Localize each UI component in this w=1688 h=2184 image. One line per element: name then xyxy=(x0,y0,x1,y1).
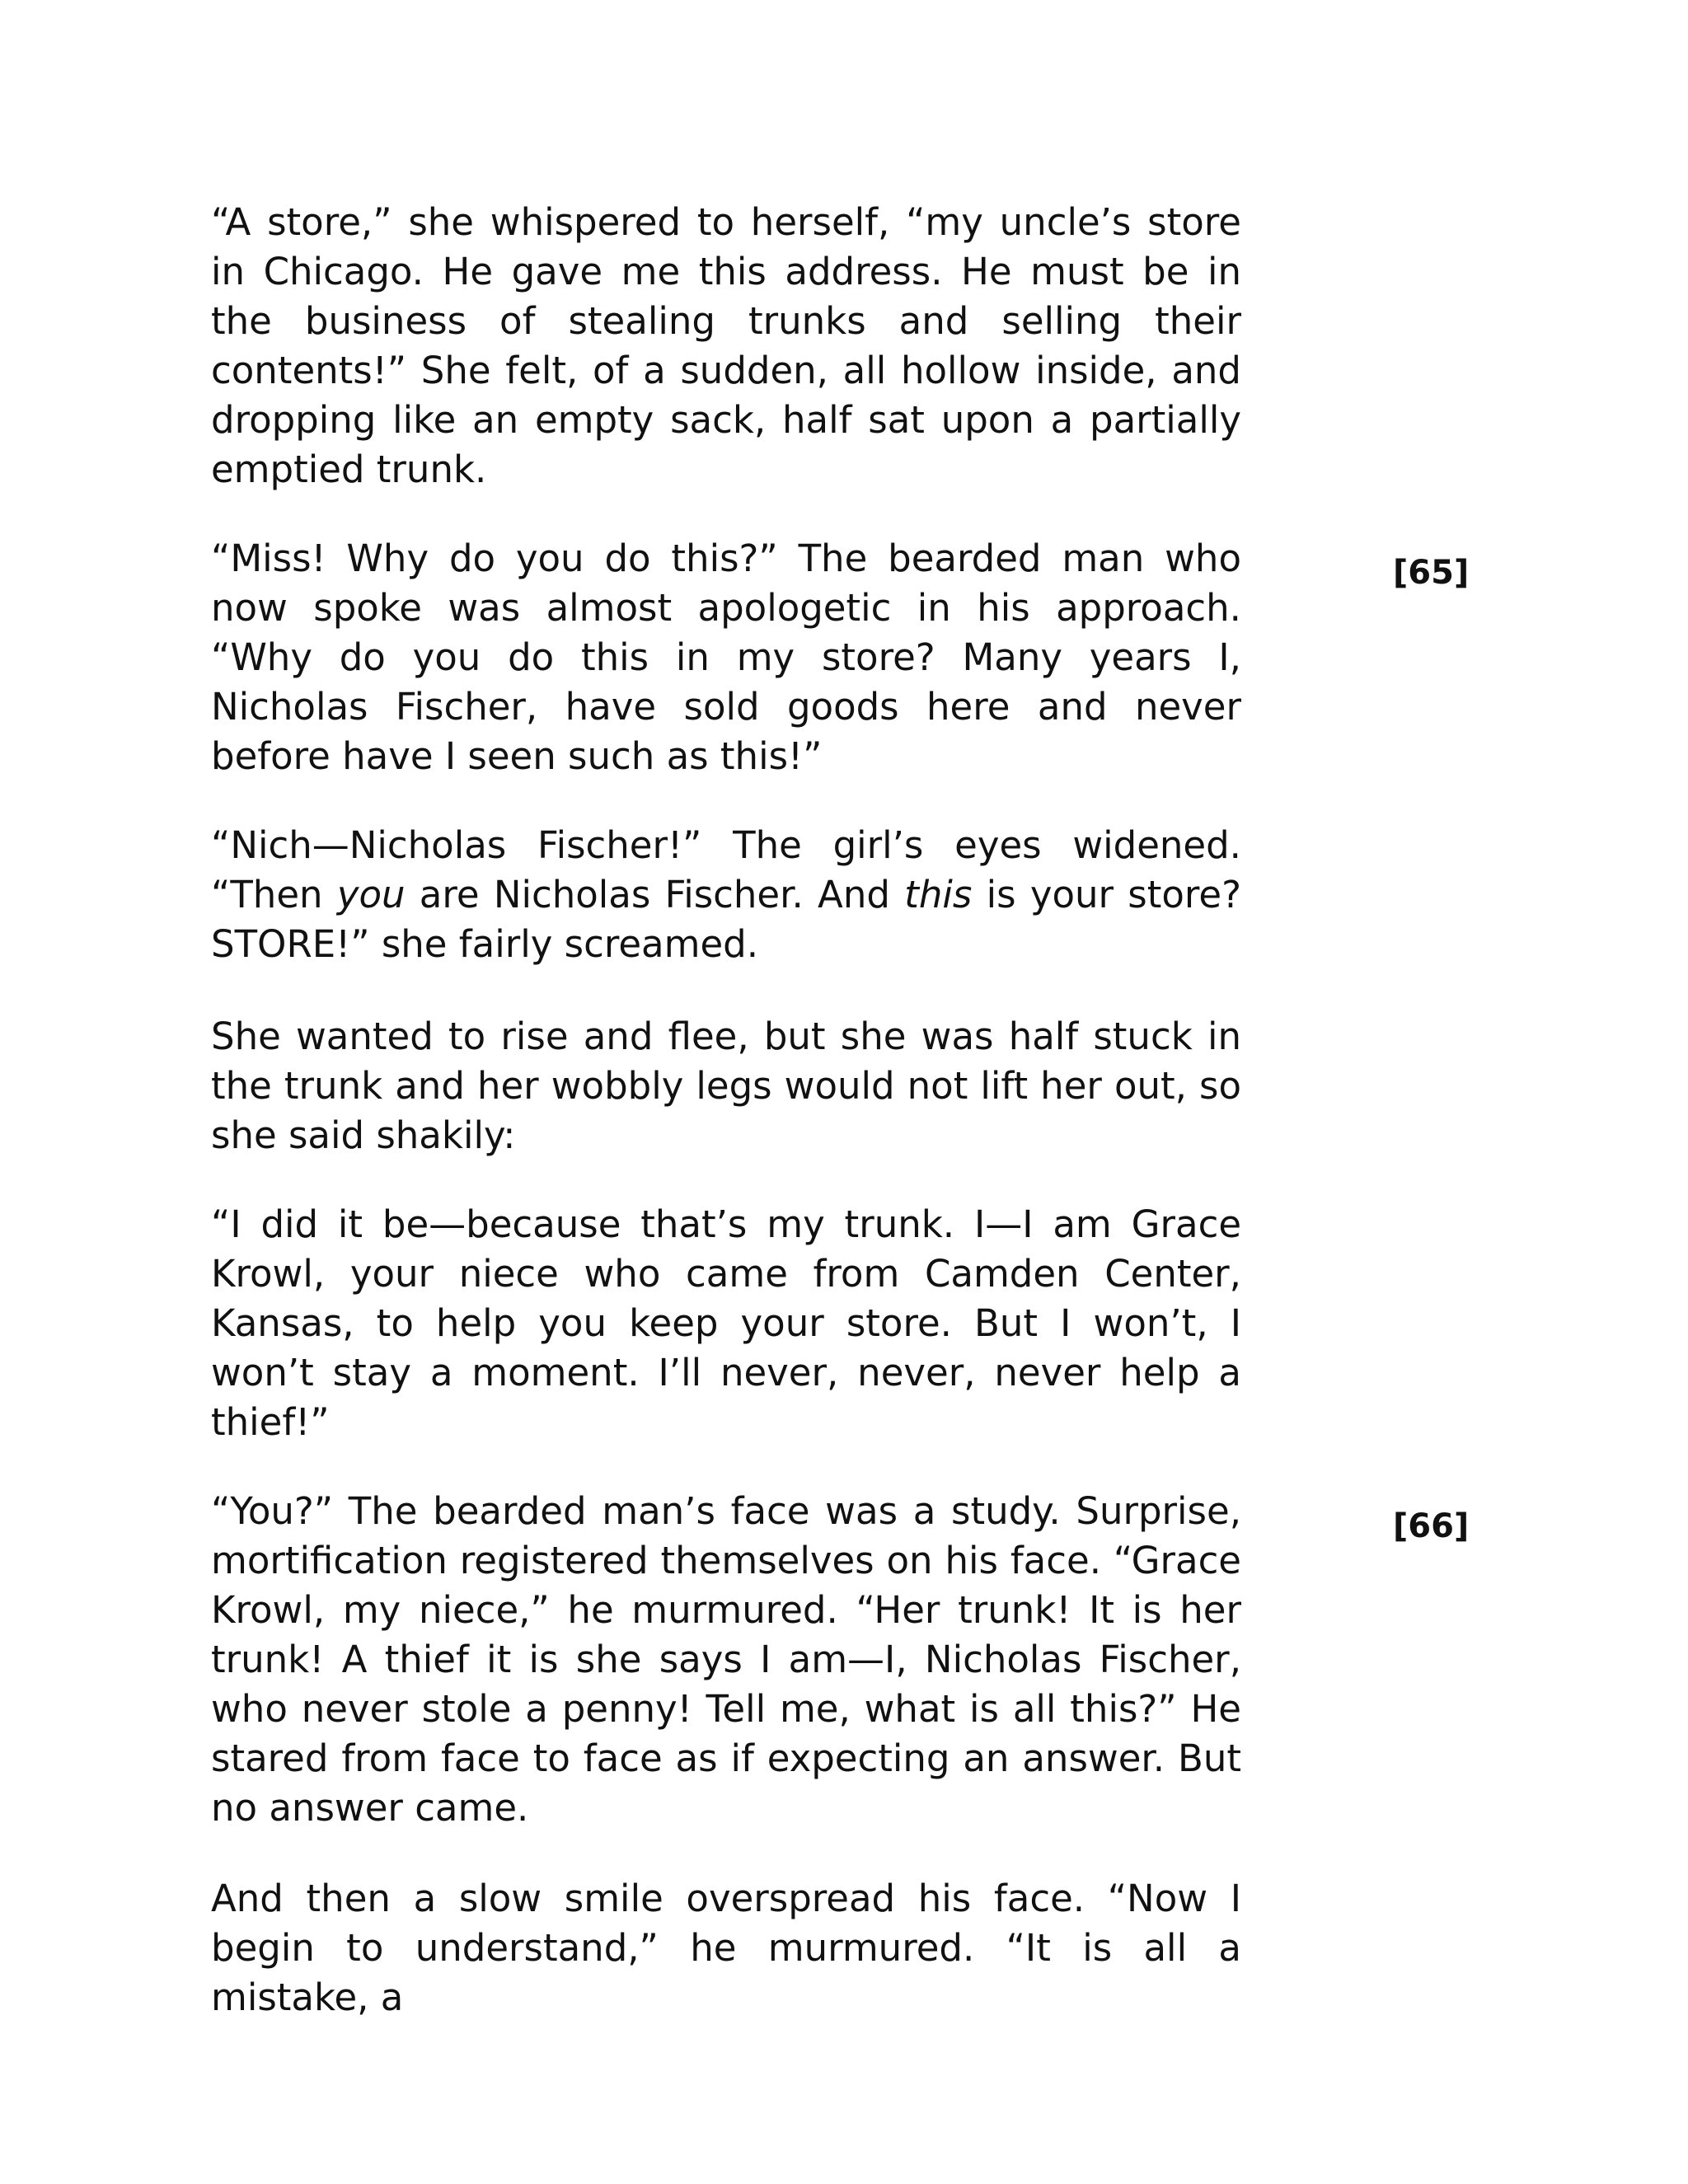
paragraph-6-text: “You?” The bearded man’s face was a study. Surprise, mortification registered themselves on his face. “Grace Krowl, my niece,” he murmured. “Her trunk! It is her trunk! A thief it is she says I am—I, Nicholas Fischer, who never stole a penny! Tell me, what is all this?” He stared from face to face as if expecting an answer. But no answer came. xyxy=(211,1489,1241,1830)
paragraph-2-text: “Miss! Why do you do this?” The bearded man who now spoke was almost apologetic in his approach. “Why do you do this in my store? Many years I, Nicholas Fischer, have sold goods here and never before have I seen such as this!” xyxy=(211,537,1241,778)
paragraph-7-text: And then a slow smile overspread his face. “Now I begin to understand,” he murmured. “It is all a mistake, a xyxy=(211,1877,1241,2019)
paragraph-4 xyxy=(211,1012,1241,1160)
paragraph-5 xyxy=(211,1200,1241,1447)
page-number-65: [65] xyxy=(1393,554,1470,592)
paragraph-2 xyxy=(211,534,1241,781)
page-number-66: [66] xyxy=(1393,1507,1470,1545)
paragraph-1-text: “A store,” she whispered to herself, “my uncle’s store in Chicago. He gave me this address. He must be in the business of stealing trunks and selling their contents!” She felt, of a sudden, all hollow inside, and dropping like an empty sack, half sat upon a partially emptied trunk. xyxy=(211,200,1241,491)
paragraph-3-italic-you: you xyxy=(336,873,406,916)
paragraph-3-text-b: are Nicholas Fischer. And xyxy=(405,873,905,916)
paragraph-5-text: “I did it be—because that’s my trunk. I—I am Grace Krowl, your niece who came from Camden Center, Kansas, to help you keep your store. But I won’t, I won’t stay a moment. I’ll never, never, never help a thief!” xyxy=(211,1202,1241,1444)
paragraph-4-text: She wanted to rise and flee, but she was half stuck in the trunk and her wobbly legs would not lift her out, so she said shakily: xyxy=(211,1015,1241,1157)
paragraph-7 xyxy=(211,1874,1241,2022)
paragraph-6 xyxy=(211,1487,1241,1833)
paragraph-3 xyxy=(211,821,1241,969)
paragraph-3-italic-this: this xyxy=(904,873,973,916)
paragraph-3-text-a: “Nich—Nicholas Fischer!” The girl’s eyes widened. “Then xyxy=(211,823,1241,916)
paragraph-1 xyxy=(211,198,1241,494)
paragraph-3-text-c: is your store? STORE!” she fairly screamed. xyxy=(211,873,1241,966)
